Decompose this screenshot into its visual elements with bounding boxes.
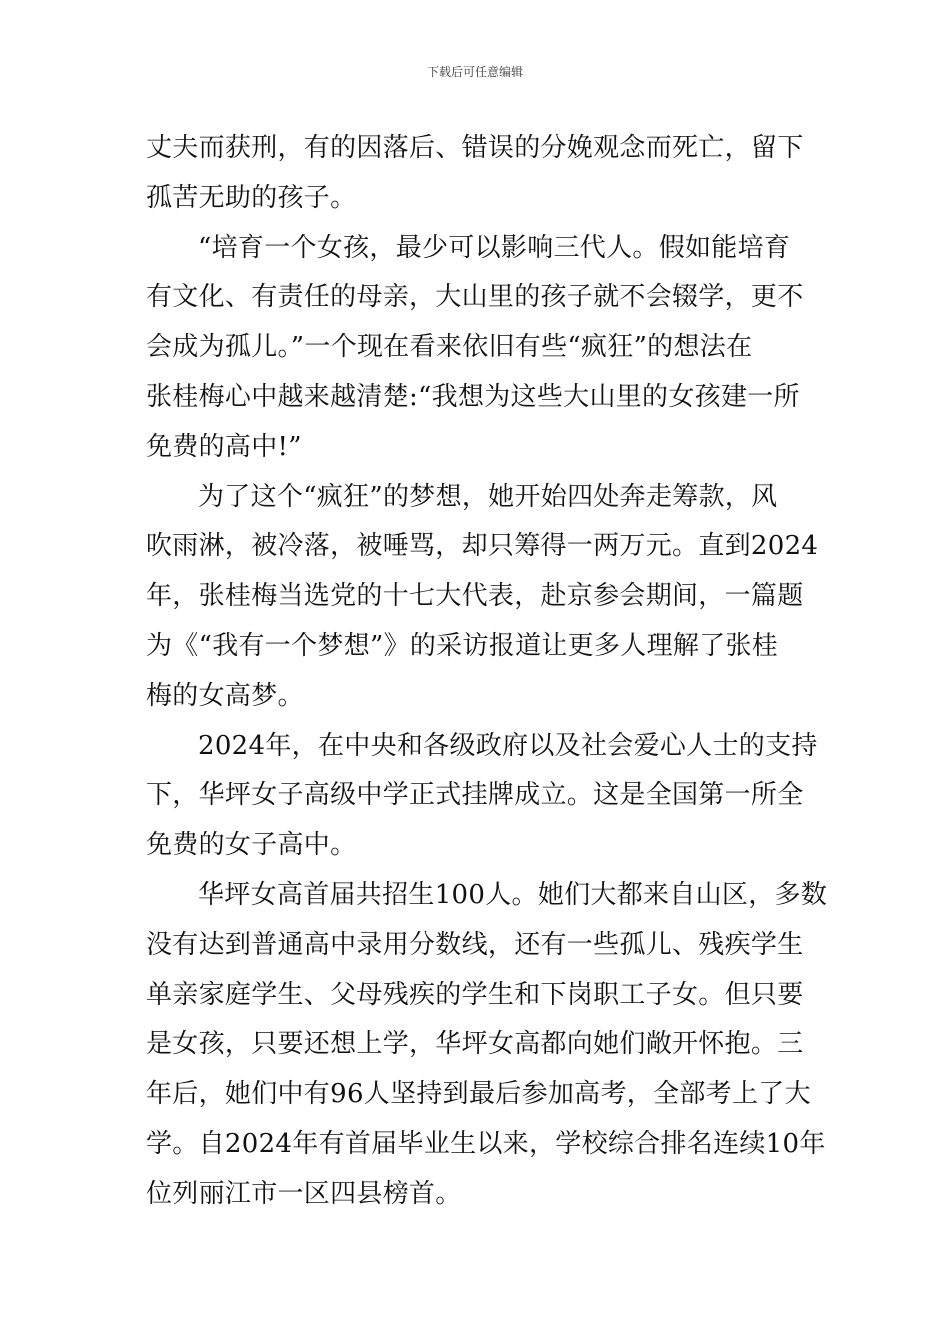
document-body: [146, 124, 828, 1220]
text-line: 会成为孤儿。”一个现在看来依旧有些“疯狂”的想法在: [146, 332, 753, 363]
text-line: 免费的女子高中。: [146, 830, 357, 861]
text-line: 有文化、有责任的母亲，大山里的孩子就不会辍学，更不: [146, 282, 804, 313]
text-line: “培育一个女孩，最少可以影响三代人。假如能培育: [198, 232, 791, 263]
text-line: 学。自2024年有首届毕业生以来，学校综合排名连续10年: [146, 1128, 826, 1159]
text-line: 是女孩，只要还想上学，华坪女高都向她们敞开怀抱。三: [146, 1029, 804, 1060]
text-line: 下，华坪女子高级中学正式挂牌成立。这是全国第一所全: [146, 780, 804, 811]
text-line: 梅的女高梦。: [146, 680, 304, 711]
text-line: 吹雨淋，被冷落，被唾骂，却只筹得一两万元。直到2024: [146, 531, 819, 562]
text-line: 为《“我有一个梦想”》的采访报道让更多人理解了张桂: [146, 630, 779, 661]
text-line: 免费的高中!”: [146, 431, 302, 462]
paragraph: [146, 722, 818, 871]
text-line: 华坪女高首届共招生100人。她们大都来自山区，多数: [198, 879, 828, 910]
text-line: 丈夫而获刑，有的因落后、错误的分娩观念而死亡，留下: [146, 133, 804, 163]
text-line: 年，张桂梅当选党的十七大代表，赴京参会期间，一篇题: [146, 581, 804, 612]
text-line: 张桂梅心中越来越清楚:“我想为这些大山里的女孩建一所: [146, 381, 800, 412]
text-line: 2024年，在中央和各级政府以及社会爱心人士的支持: [198, 730, 818, 761]
text-line: 孤苦无助的孩子。: [146, 182, 357, 213]
text-line: 没有达到普通高中录用分数线，还有一些孤儿、残疾学生: [146, 929, 804, 960]
text-line: 年后，她们中有96人坚持到最后参加高考，全部考上了大: [146, 1079, 811, 1110]
paragraph: [146, 473, 819, 722]
text-line: 位列丽江市一区四县榜首。: [146, 1178, 462, 1209]
text-line: 单亲家庭学生、父母残疾的学生和下岗职工子女。但只要: [146, 979, 804, 1010]
paragraph: [146, 871, 828, 1220]
paragraph: [146, 224, 810, 473]
text-line: 为了这个“疯狂”的梦想，她开始四处奔走筹款，风: [198, 481, 778, 512]
paragraph: [146, 124, 810, 224]
page-header: 下载后可任意编辑: [426, 65, 523, 79]
